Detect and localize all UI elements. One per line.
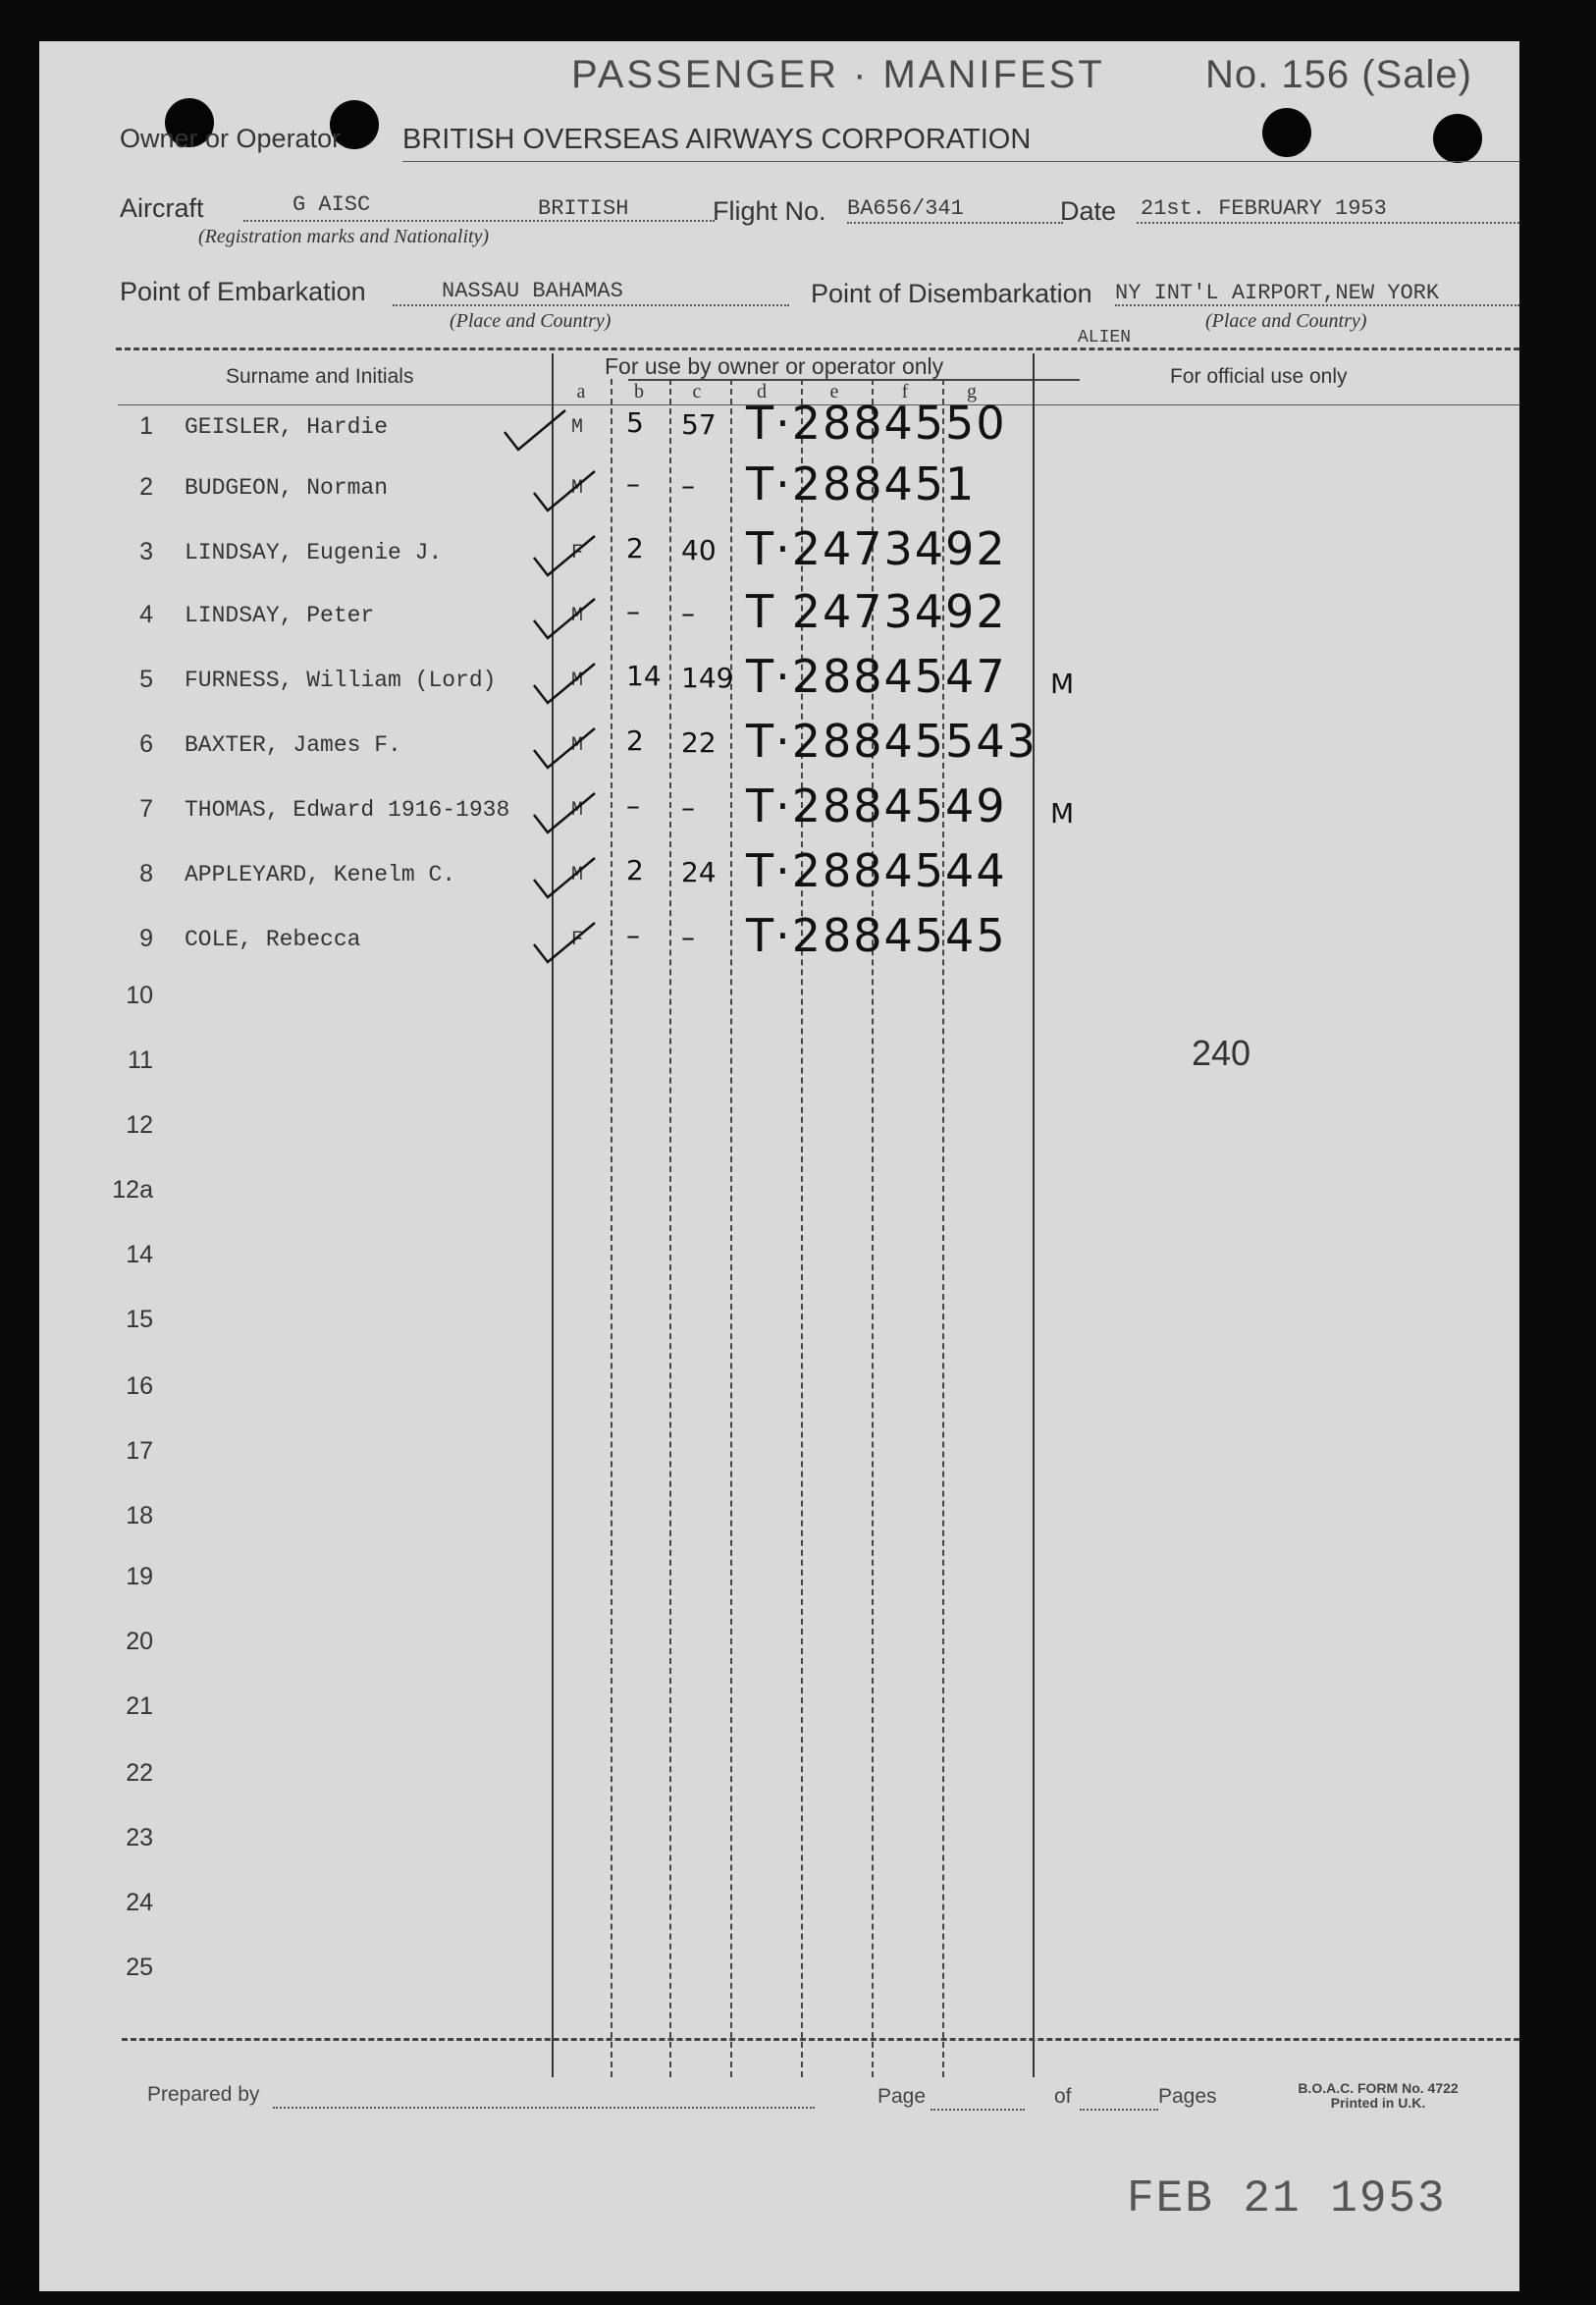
of-dotline xyxy=(1080,2109,1158,2111)
row-number: 12a xyxy=(112,1176,153,1204)
col-header-f: f xyxy=(901,381,909,402)
ticket-number: T·2884547 xyxy=(746,650,1007,703)
aircraft-hint: (Registration marks and Nationality) xyxy=(198,226,490,247)
surname-header: Surname and Initials xyxy=(226,365,414,388)
ticket-number: T·2473492 xyxy=(746,522,1007,575)
col-b-value: 5 xyxy=(626,406,644,439)
col-c-value: – xyxy=(681,469,695,502)
checkmark-icon xyxy=(530,660,599,709)
col-b-value: 2 xyxy=(626,724,644,757)
col-line xyxy=(1033,353,1035,2077)
passenger-name: LINDSAY, Eugenie J. xyxy=(185,540,443,565)
col-header-g: g xyxy=(967,381,977,402)
col-line xyxy=(669,379,671,2077)
row-number: 3 xyxy=(139,538,153,565)
row-number: 19 xyxy=(126,1563,153,1590)
passenger-sex: M xyxy=(571,605,584,627)
manifest-number: No. 156 (Sale) xyxy=(1205,53,1472,96)
table-top-rule xyxy=(116,348,1519,350)
col-b-value: 14 xyxy=(626,660,662,692)
disembark-hint: (Place and Country) xyxy=(1205,310,1367,332)
form-number: B.O.A.C. FORM No. 4722 xyxy=(1298,2080,1459,2096)
passenger-name: FURNESS, William (Lord) xyxy=(185,668,497,693)
official-mark: M xyxy=(1050,797,1075,830)
disembark-label: Point of Disembarkation xyxy=(811,279,1092,308)
flight-dotline xyxy=(847,222,1063,224)
passenger-sex: M xyxy=(571,477,584,500)
date-value: 21st. FEBRUARY 1953 xyxy=(1141,196,1387,221)
passenger-name: GEISLER, Hardie xyxy=(185,414,389,440)
col-c-value: – xyxy=(681,791,695,824)
ticket-number: T·2884545 xyxy=(746,909,1007,962)
row-number: 12 xyxy=(126,1111,153,1139)
passenger-sex: F xyxy=(571,542,584,564)
checkmark-icon xyxy=(501,406,569,456)
row-number: 18 xyxy=(126,1502,153,1529)
flight-label: Flight No. xyxy=(713,196,826,226)
passenger-sex: M xyxy=(571,734,584,757)
disembark-value: NY INT'L AIRPORT,NEW YORK xyxy=(1115,281,1440,305)
ticket-number: T·2884550 xyxy=(746,397,1007,450)
aircraft-nationality: BRITISH xyxy=(538,196,629,221)
row-number: 23 xyxy=(126,1824,153,1851)
checkmark-icon xyxy=(530,789,599,838)
col-c-value: – xyxy=(681,597,695,629)
col-c-value: 24 xyxy=(681,856,717,888)
of-label: of xyxy=(1054,2085,1072,2108)
passenger-sex: F xyxy=(571,929,584,951)
col-b-value: – xyxy=(626,919,640,951)
aircraft-label: Aircraft xyxy=(120,193,204,223)
aircraft-dotline xyxy=(243,220,715,222)
passenger-name: BAXTER, James F. xyxy=(185,732,401,758)
checkmark-icon xyxy=(530,595,599,644)
row-number: 11 xyxy=(128,1046,153,1074)
embark-dotline xyxy=(393,304,789,306)
row-number: 9 xyxy=(139,925,153,952)
manifest-page xyxy=(39,41,1519,2291)
col-line xyxy=(730,379,732,2077)
checkmark-icon xyxy=(530,854,599,903)
col-header-b: b xyxy=(634,381,644,402)
punch-hole xyxy=(1433,114,1482,163)
page-label: Page xyxy=(878,2085,927,2108)
flight-value: BA656/341 xyxy=(847,196,964,221)
col-header-c: c xyxy=(692,381,702,402)
col-c-value: 40 xyxy=(681,534,717,566)
date-dotline xyxy=(1137,222,1519,224)
owner-header: For use by owner or operator only xyxy=(605,353,944,379)
ticket-number: T 2473492 xyxy=(746,585,1007,638)
form-printed: Printed in U.K. xyxy=(1330,2095,1426,2111)
page-dotline xyxy=(931,2109,1025,2111)
col-header-a: a xyxy=(576,381,586,402)
row-number: 21 xyxy=(126,1692,153,1720)
col-b-value: 2 xyxy=(626,854,644,886)
ticket-number: T·2884544 xyxy=(746,844,1007,897)
row-number: 10 xyxy=(126,982,153,1009)
row-number: 16 xyxy=(126,1372,153,1400)
date-label: Date xyxy=(1060,196,1117,226)
pages-label: Pages xyxy=(1158,2085,1217,2108)
passenger-sex: M xyxy=(571,416,584,439)
alien-note: ALIEN xyxy=(1078,328,1132,348)
aircraft-registration: G AISC xyxy=(293,192,371,217)
owner-value: BRITISH OVERSEAS AIRWAYS CORPORATION xyxy=(402,124,1032,155)
official-mark: M xyxy=(1050,668,1075,700)
embark-value: NASSAU BAHAMAS xyxy=(442,279,623,303)
col-c-value: 57 xyxy=(681,408,717,441)
ticket-number: T·28845543 xyxy=(746,715,1037,768)
row-number: 5 xyxy=(139,666,153,693)
checkmark-icon xyxy=(530,724,599,774)
date-stamp: FEB 21 1953 xyxy=(1127,2173,1447,2225)
col-b-value: – xyxy=(626,595,640,627)
passenger-sex: M xyxy=(571,799,584,822)
col-header-d: d xyxy=(757,381,767,402)
passenger-sex: M xyxy=(571,864,584,886)
prepared-dotline xyxy=(273,2107,815,2109)
passenger-sex: M xyxy=(571,670,584,692)
col-c-value: 149 xyxy=(681,662,734,694)
row-number: 24 xyxy=(126,1889,153,1916)
row-number: 14 xyxy=(126,1241,153,1268)
official-header: For official use only xyxy=(1170,365,1348,388)
disembark-dotline xyxy=(1115,304,1519,306)
col-header-e: e xyxy=(829,381,839,402)
manifest-title: PASSENGER · MANIFEST xyxy=(571,53,1105,96)
row-number: 6 xyxy=(139,730,153,758)
row-number: 7 xyxy=(139,795,153,823)
embark-hint: (Place and Country) xyxy=(450,310,612,332)
col-line xyxy=(611,379,612,2077)
row-number: 1 xyxy=(139,412,153,440)
passenger-name: LINDSAY, Peter xyxy=(185,603,375,628)
owner-label: Owner or Operator xyxy=(120,124,342,153)
row-number: 25 xyxy=(126,1954,153,1981)
owner-underline xyxy=(402,161,1519,162)
form-note xyxy=(1286,2081,1470,2111)
col-b-value: – xyxy=(626,467,640,500)
col-b-value: – xyxy=(626,789,640,822)
checkmark-icon xyxy=(530,532,599,581)
passenger-name: BUDGEON, Norman xyxy=(185,475,389,501)
checkmark-icon xyxy=(530,919,599,968)
row-number: 15 xyxy=(126,1306,153,1333)
passenger-name: APPLEYARD, Kenelm C. xyxy=(185,862,456,887)
passenger-name: COLE, Rebecca xyxy=(185,927,361,952)
row-number: 4 xyxy=(139,601,153,628)
col-c-value: – xyxy=(681,921,695,953)
row-number: 8 xyxy=(139,860,153,887)
punch-hole xyxy=(1262,108,1311,157)
official-value: 240 xyxy=(1192,1033,1251,1073)
row-number: 2 xyxy=(139,473,153,501)
prepared-label: Prepared by xyxy=(147,2083,260,2106)
ticket-number: T·2884549 xyxy=(746,779,1007,832)
row-number: 17 xyxy=(126,1437,153,1465)
col-b-value: 2 xyxy=(626,532,644,564)
col-c-value: 22 xyxy=(681,726,717,759)
embark-label: Point of Embarkation xyxy=(120,277,366,306)
passenger-name: THOMAS, Edward 1916-1938 xyxy=(185,797,510,823)
ticket-number: T·288451 xyxy=(746,457,977,510)
row-number: 20 xyxy=(126,1628,153,1655)
table-bottom-rule xyxy=(122,2038,1519,2041)
row-number: 22 xyxy=(126,1759,153,1787)
checkmark-icon xyxy=(530,467,599,516)
